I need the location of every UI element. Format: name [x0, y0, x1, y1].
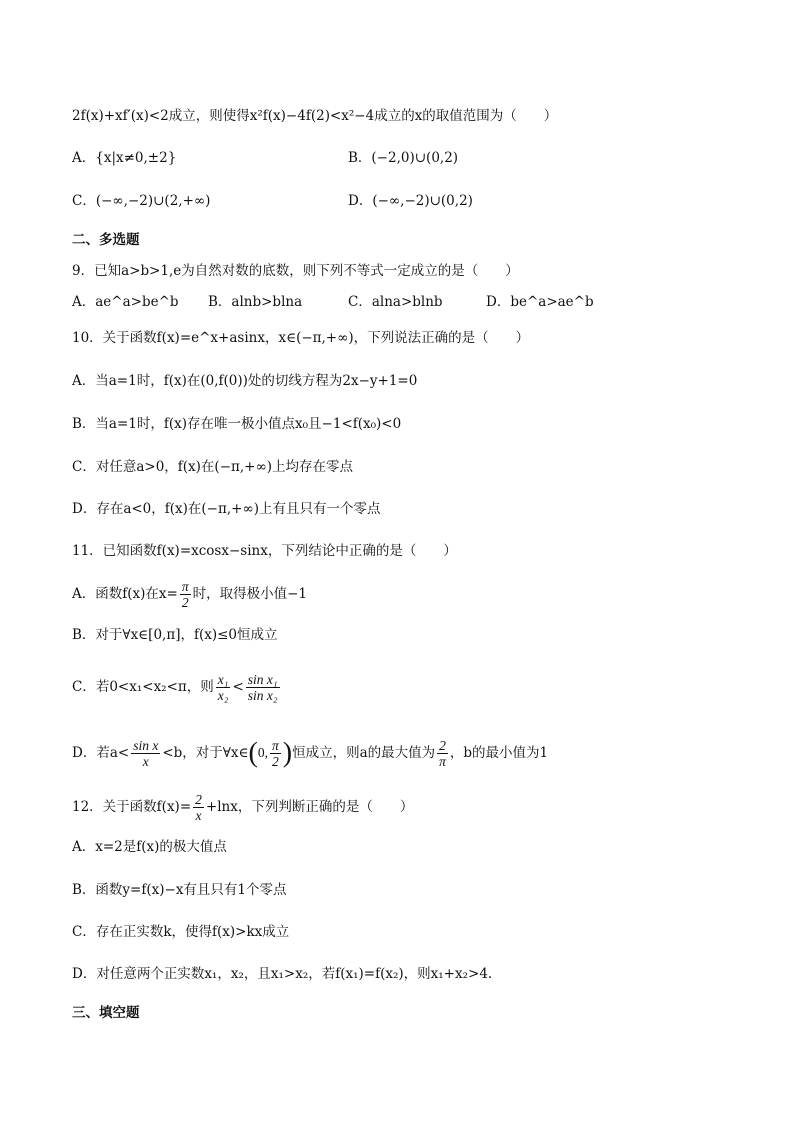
q10-option-c: C．对任意a>0，f(x)在(−π,+∞)上均存在零点	[72, 459, 353, 475]
q9-option-d: D．be^a>ae^b	[486, 294, 594, 310]
q12-option-b: B．函数y=f(x)−x有且只有1个零点	[72, 882, 287, 898]
q11-option-d-fraction-3	[437, 738, 448, 769]
q11-option-c-fraction-2	[246, 672, 280, 703]
q8-condition-line: 2f(x)+xf′(x)<2成立，则使得x²f(x)−4f(2)<x²−4成立的x的取值范围为（ ）	[72, 108, 558, 124]
q11-option-d-fraction-2	[270, 738, 281, 769]
less-than-sign: <	[232, 679, 244, 695]
fraction-numerator: 2	[437, 738, 448, 754]
q11-option-a	[72, 577, 307, 611]
q11-option-d-text-mid: <b，对于∀x∈	[162, 745, 249, 761]
fraction-numerator: sin x₁	[247, 672, 278, 687]
q11-option-d-text: D．若a<	[72, 745, 130, 761]
fraction-numerator: π	[181, 579, 189, 594]
q11-option-d-text-mid2: 恒成立，则a的最大值为	[292, 745, 436, 761]
section-heading-fill-in: 三、填空题	[72, 1005, 140, 1021]
fraction-denominator: 2	[181, 595, 189, 610]
q12-option-d: D．对任意两个正实数x₁，x₂，且x₁>x₂，若f(x₁)=f(x₂)，则x₁+x₂>4.	[72, 966, 493, 982]
q8-option-b: B．(−2,0)∪(0,2)	[348, 150, 459, 166]
fraction-denominator: π	[439, 754, 446, 769]
q11-option-c	[72, 670, 282, 704]
q12-option-c: C．存在正实数k，使得f(x)>kx成立	[72, 924, 290, 940]
q11-option-b: B．对于∀x∈[0,π]，f(x)≤0恒成立	[72, 627, 278, 643]
q11-stem: 11．已知函数f(x)=xcosx−sinx，下列结论中正确的是（ ）	[72, 543, 457, 559]
q9-stem: 9．已知a>b>1,e为自然对数的底数，则下列不等式一定成立的是（ ）	[72, 263, 519, 279]
q9-option-b: B．alnb>blna	[208, 294, 303, 310]
q9-option-a: A．ae^a>be^b	[72, 294, 179, 310]
q9-option-c: C．alna>blnb	[348, 294, 443, 310]
fraction-numerator: x₁	[217, 672, 229, 687]
q10-option-d: D．存在a<0，f(x)在(−π,+∞)上有且只有一个零点	[72, 501, 381, 517]
fraction-denominator: x	[195, 808, 202, 823]
q11-option-a-fraction	[180, 579, 191, 610]
q10-option-b: B．当a=1时，f(x)存在唯一极小值点x₀且−1<f(x₀)<0	[72, 416, 402, 432]
q11-option-d-text-end: ，b的最小值为1	[449, 745, 549, 761]
q11-option-d-fraction-1	[131, 738, 160, 769]
close-paren: )	[282, 737, 293, 769]
q8-option-a: A．{x|x≠0,±2}	[72, 150, 177, 166]
q12-stem-fraction	[193, 792, 204, 823]
q9-options-row	[72, 292, 594, 312]
q8-option-c: C．(−∞,−2)∪(2,+∞)	[72, 193, 211, 209]
fraction-numerator: π	[271, 738, 279, 753]
fraction-numerator: 2	[195, 792, 202, 807]
q10-stem: 10．关于函数f(x)=e^x+asinx，x∈(−π,+∞)，下列说法正确的是（ ）	[72, 330, 530, 346]
fraction-denominator: 2	[271, 754, 279, 769]
q8-option-d: D．(−∞,−2)∪(0,2)	[348, 193, 473, 209]
q11-option-c-fraction-1	[216, 672, 231, 703]
q12-stem-text: 12．关于函数f(x)=	[72, 799, 192, 815]
section-heading-multi-choice: 二、多选题	[72, 232, 140, 248]
fraction-denominator: x	[142, 754, 149, 769]
q10-option-a: A．当a=1时，f(x)在(0,f(0))处的切线方程为2x−y+1=0	[72, 373, 418, 389]
open-paren: (	[248, 737, 258, 769]
q12-option-a: A．x=2是f(x)的极大值点	[72, 839, 227, 855]
fraction-numerator: sin x	[133, 738, 159, 753]
q11-option-d: D．若a< $\frac{\text{sin x}}{x}$ <b，对于∀x∈(0, $\frac{\pi}{2}$ )恒成立，则a的最大值为 $\frac{2}{\pi}$ ，b的最小值为1	[72, 737, 549, 769]
q11-option-c-text: C．若0<x₁<x₂<π，则	[72, 679, 214, 695]
q12-stem-text-end: +lnx，下列判断正确的是（ ）	[205, 799, 414, 815]
q11-option-a-text-end: 时，取得极小值−1	[192, 586, 307, 602]
q12-stem	[72, 790, 413, 824]
fraction-denominator: x₂	[217, 688, 229, 703]
fraction-denominator: sin x₂	[247, 688, 278, 703]
q11-option-a-text: A．函数f(x)在x=	[72, 586, 178, 602]
